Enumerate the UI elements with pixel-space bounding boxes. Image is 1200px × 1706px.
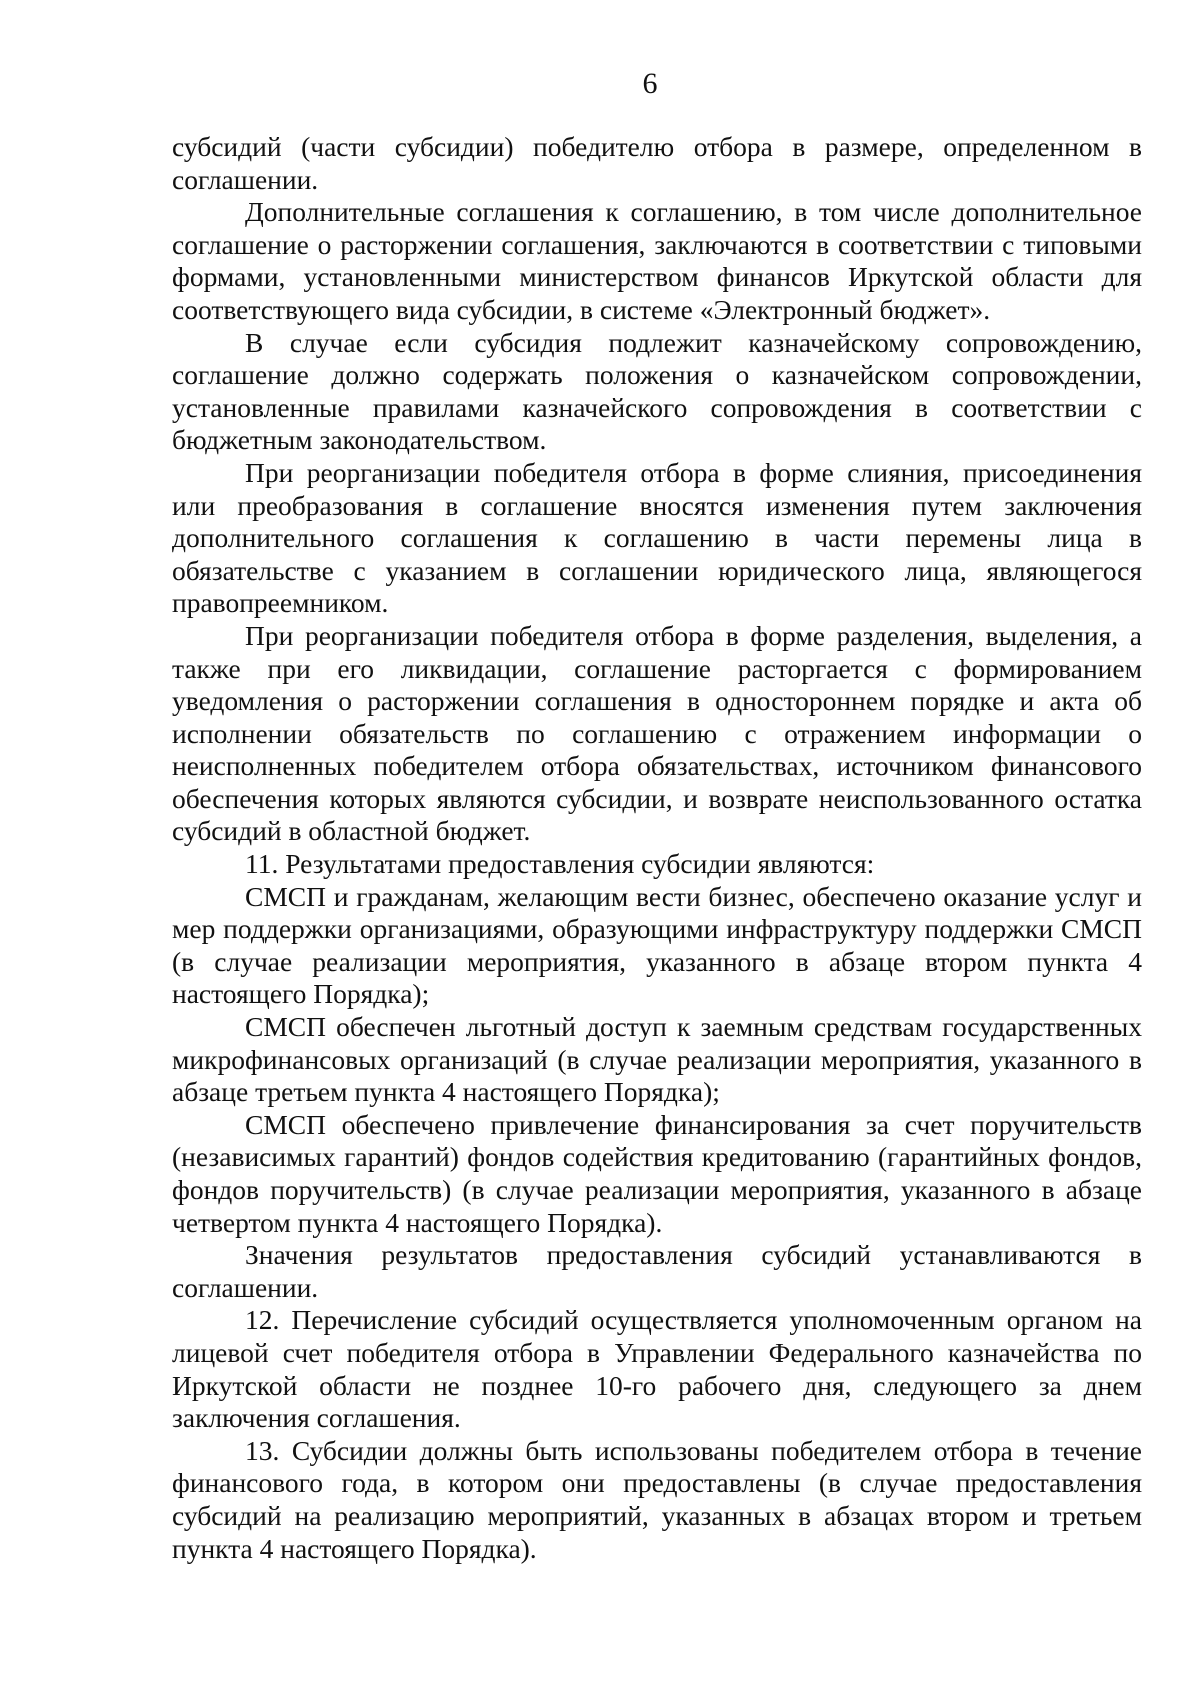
paragraph-additional-agreements: Дополнительные соглашения к соглашению, в том числе дополнительное соглашение о расторжении соглашения, заключаются в соответствии с типовыми формами, установленными министерством финансов Иркутской области для соответствующего вида субсидии, в системе «Электронный бюджет». <box>172 196 1142 325</box>
paragraph-item-12: 12. Перечисление субсидий осуществляется уполномоченным органом на лицевой счет победителя отбора в Управлении Федерального казначейства по Иркутской области не позднее 10-го рабочего дня, следующего за днем заключения соглашения. <box>172 1304 1142 1434</box>
document-body <box>172 131 1142 1565</box>
paragraph-item-11: 11. Результатами предоставления субсидии являются: <box>245 848 875 880</box>
paragraph-reorganization-merger: При реорганизации победителя отбора в форме слияния, присоединения или преобразования в соглашение вносятся изменения путем заключения дополнительного соглашения к соглашению в части перемены лица в обязательстве с указанием в соглашении юридического лица, являющегося правопреемником. <box>172 456 1142 619</box>
paragraph-continuation: субсидий (части субсидии) победителю отбора в размере, определенном в соглашении. <box>172 131 1142 195</box>
paragraph-result-values: Значения результатов предоставления субсидий устанавливаются в соглашении. <box>172 1239 1142 1303</box>
paragraph-item-13: 13. Субсидии должны быть использованы победителем отбора в течение финансового года, в котором они предоставлены (в случае предоставления субсидий на реализацию мероприятий, указанных в абзацах втором и третьем пункта 4 настоящего Порядка). <box>172 1434 1142 1564</box>
paragraph-result-infrastructure: СМСП и гражданам, желающим вести бизнес, обеспечено оказание услуг и мер поддержки организациями, образующими инфраструктуру поддержки СМСП (в случае реализации мероприятия, указанного в абзаце втором пункта 4 настоящего Порядка); <box>172 880 1142 1010</box>
paragraph-result-guarantees: СМСП обеспечено привлечение финансирования за счет поручительств (независимых гарантий) фондов содействия кредитованию (гарантийных фондов, фондов поручительств) (в случае реализации мероприятия, указанного в абзаце четвертом пункта 4 настоящего Порядка). <box>172 1108 1142 1238</box>
paragraph-reorganization-division: При реорганизации победителя отбора в форме разделения, выделения, а также при его ликвидации, соглашение расторгается с формированием уведомления о расторжении соглашения в одностороннем порядке и акта об исполнении обязательств по соглашению с отражением информации о неисполненных победителем отбора обязательствах, источником финансового обеспечения которых являются субсидии, и возврате неиспользованного остатка субсидий в областной бюджет. <box>172 619 1142 847</box>
paragraph-result-microfinance: СМСП обеспечен льготный доступ к заемным средствам государственных микрофинансовых организаций (в случае реализации мероприятия, указанного в абзаце третьем пункта 4 настоящего Порядка); <box>172 1011 1142 1108</box>
page-number: 6 <box>642 67 658 100</box>
paragraph-treasury-support: В случае если субсидия подлежит казначейскому сопровождению, соглашение должно содержать положения о казначейском сопровождении, установленные правилами казначейского сопровождения в соответствии с бюджетным законодательством. <box>172 326 1142 456</box>
